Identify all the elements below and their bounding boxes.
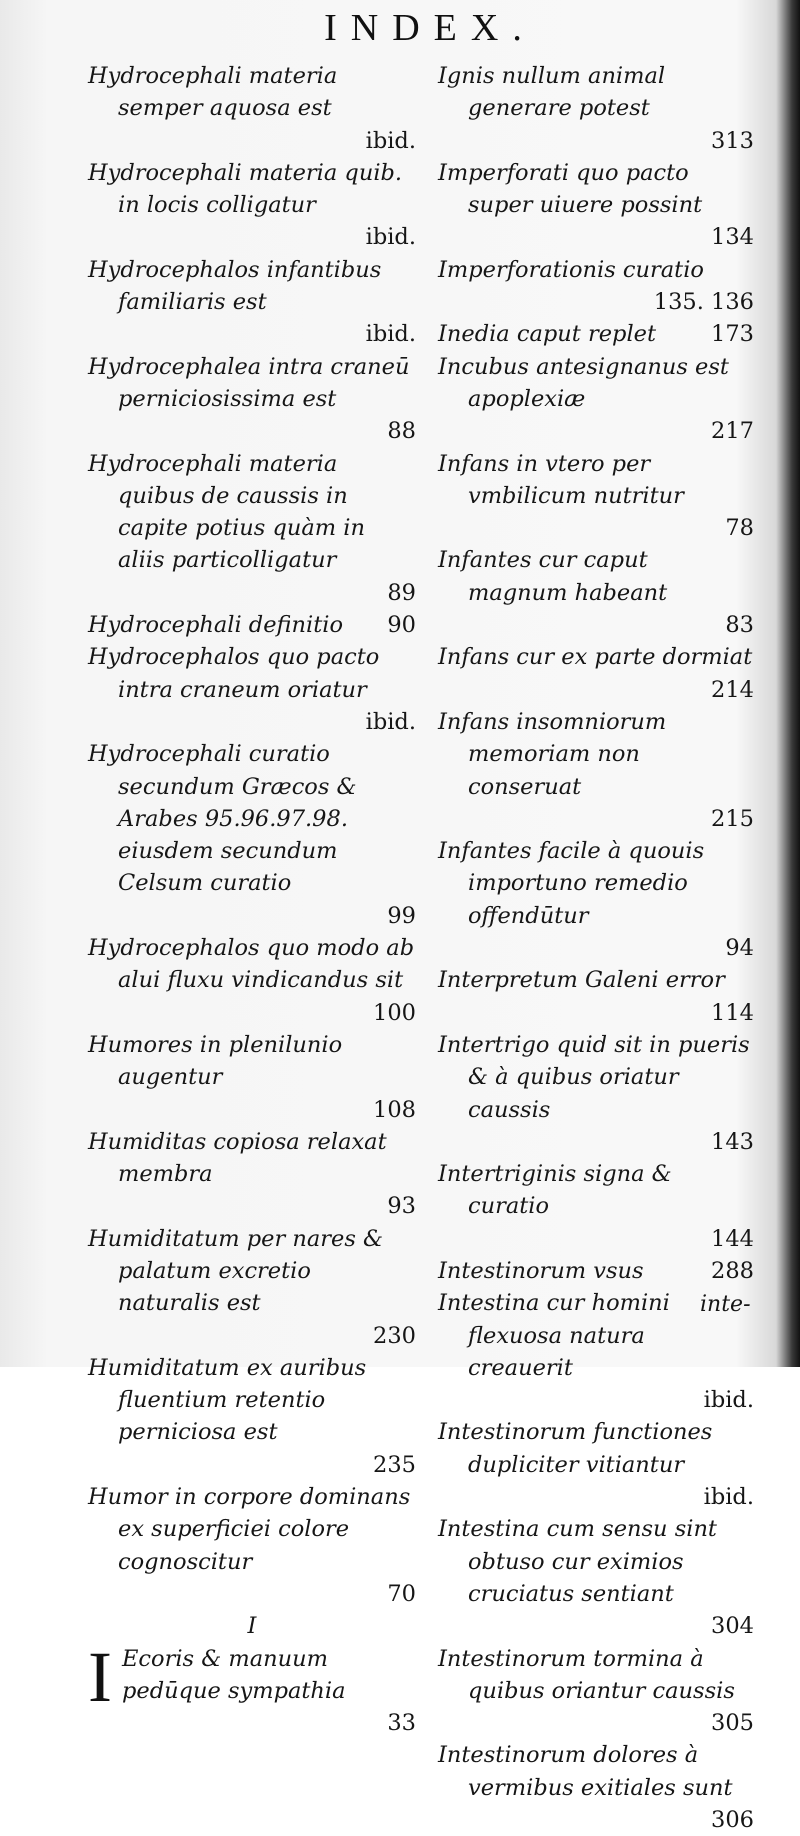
entry-page-number: 108 — [373, 1096, 416, 1123]
entry-page-number: 214 — [711, 676, 754, 703]
left-column — [88, 60, 416, 1739]
entry-page-number: 99 — [387, 902, 416, 929]
entry-page-number: 235 — [373, 1451, 416, 1478]
entry-text: Humiditas copiosa relaxat membra — [88, 1128, 387, 1188]
entry-text: Imperforati quo pacto super uiuere possint — [438, 159, 703, 219]
index-entry — [438, 1739, 754, 1836]
index-entry — [88, 351, 416, 448]
entry-page-number: 135. 136 — [653, 289, 754, 316]
entry-text: Infantes facile à quouis importuno remedio offendūtur — [438, 838, 705, 929]
entry-text: Infans cur ex parte dormiat — [438, 644, 753, 671]
index-entry — [438, 1158, 754, 1255]
index-entry — [88, 157, 416, 254]
entry-text: Intestinorum functiones dupliciter vitiantur — [438, 1419, 713, 1478]
index-entry — [88, 1481, 416, 1610]
entry-page-number: 70 — [387, 1580, 416, 1607]
index-entry — [438, 1029, 754, 1158]
index-entry — [438, 254, 754, 319]
entry-text: Imperforationis curatio — [438, 256, 704, 283]
right-column — [438, 60, 754, 1836]
index-entry — [438, 1255, 754, 1287]
entry-page-number: 90 — [387, 612, 416, 639]
entry-text: Intertrigo quid sit in pueris & à quibus oriatur caussis — [438, 1031, 750, 1123]
entry-text: Hydrocephalos infantibus familiaris est — [88, 256, 382, 316]
entry-text: Humor in corpore dominans ex superficiei colore cognoscitur — [88, 1484, 411, 1575]
entry-page-number: 93 — [387, 1193, 416, 1220]
index-entry — [88, 1636, 416, 1740]
entry-text: Interpretum Galeni error — [438, 967, 725, 994]
entry-page-number: ibid. — [365, 321, 416, 348]
entry-page-number: 134 — [711, 224, 754, 251]
entry-page-number: 83 — [725, 612, 754, 639]
entry-text: Hydrocephali curatio secundum Græcos & Arabes 95.96.97.98. eiusdem secundum Celsum curatio — [88, 741, 357, 897]
section-letter: I — [247, 1613, 257, 1640]
entry-page-number: 94 — [725, 935, 754, 962]
index-entry — [438, 706, 754, 835]
index-entry — [438, 1513, 754, 1642]
entry-page-number: 173 — [711, 321, 754, 348]
entry-text: Hydrocephalea intra craneū perniciosissima est — [88, 353, 410, 412]
page-title: INDEX. — [324, 7, 536, 49]
index-entry — [438, 1643, 754, 1740]
entry-text: Ignis nullum animal generare potest — [438, 63, 666, 122]
entry-page-number: 88 — [387, 418, 416, 445]
entry-text: Hydrocephali materia quibus de caussis in capite potius quàm in aliis particolligatur — [88, 450, 365, 574]
index-entry — [438, 318, 754, 350]
entry-page-number: 306 — [711, 1807, 754, 1834]
entry-page-number: 100 — [373, 999, 416, 1026]
entry-text: Intestina cum sensu sint obtuso cur eximios cruciatus sentiant — [438, 1516, 717, 1607]
index-entry — [88, 254, 416, 351]
index-entry — [88, 448, 416, 609]
entry-text: Hydrocephali definitio — [88, 612, 344, 639]
index-entry — [438, 1416, 754, 1513]
entry-page-number: 144 — [711, 1225, 754, 1252]
entry-text: Hydrocephalos quo modo ab alui fluxu vindicandus sit — [88, 935, 415, 994]
entry-text: Intertriginis signa & curatio — [438, 1161, 672, 1220]
index-entry — [438, 448, 754, 545]
entry-page-number: 313 — [711, 127, 754, 154]
index-entry — [88, 1223, 416, 1352]
index-entry — [88, 932, 416, 1029]
entry-page-number: 304 — [711, 1613, 754, 1640]
entry-text: Hydrocephali materia quib. in locis colligatur — [88, 159, 403, 219]
entry-page-number: 230 — [373, 1322, 416, 1349]
entry-text: Intestinorum dolores à vermibus exitiales sunt — [438, 1742, 733, 1801]
entry-page-number: 215 — [711, 805, 754, 832]
index-entry — [88, 738, 416, 932]
entry-text: Infans insomniorum memoriam non conseruat — [438, 708, 667, 800]
entry-page-number: ibid. — [365, 127, 416, 154]
entry-text: Ecoris & manuum pedūque sympathia — [122, 1645, 346, 1704]
entry-text: Infans in vtero per vmbilicum nutritur — [438, 450, 684, 509]
index-entry — [88, 609, 416, 641]
index-entry — [88, 641, 416, 738]
index-entry — [438, 60, 754, 157]
entry-text: Infantes cur caput magnum habeant — [438, 547, 668, 606]
entry-page-number: 288 — [711, 1257, 754, 1284]
entry-page-number: 143 — [711, 1128, 754, 1155]
entry-page-number: ibid. — [703, 1387, 754, 1414]
index-entry — [438, 835, 754, 964]
index-entry — [438, 351, 754, 448]
index-entry — [88, 1126, 416, 1223]
entry-text: Intestinorum vsus — [438, 1257, 644, 1284]
entry-text: Humiditatum ex auribus fluentium retentio perniciosa est — [88, 1354, 367, 1446]
index-entry — [438, 641, 754, 706]
entry-page-number: 78 — [725, 515, 754, 542]
entry-text: Incubus antesignanus est apoplexiæ — [438, 353, 729, 412]
entry-text: Humores in plenilunio augentur — [88, 1031, 343, 1091]
catchword: inte- — [700, 1292, 751, 1317]
entry-page-number: 305 — [711, 1710, 754, 1737]
entry-page-number: ibid. — [365, 224, 416, 251]
entry-page-number: 114 — [711, 999, 754, 1026]
entry-text: Intestinorum tormina à quibus oriantur caussis — [438, 1645, 735, 1704]
index-entry — [88, 60, 416, 157]
entry-text: Intestina cur homini flexuosa natura creauerit — [438, 1290, 670, 1381]
index-entry — [88, 1029, 416, 1126]
index-entry — [438, 544, 754, 641]
entry-text: Humiditatum per nares & palatum excretio naturalis est — [88, 1225, 384, 1317]
entry-text: Inedia caput replet — [438, 321, 656, 348]
entry-page-number: 89 — [387, 579, 416, 606]
index-entry — [438, 964, 754, 1029]
entry-page-number: ibid. — [703, 1484, 754, 1511]
entry-page-number: ibid. — [365, 708, 416, 735]
drop-cap: I — [88, 1636, 112, 1717]
entry-text: Hydrocephali materia semper aquosa est — [88, 63, 338, 122]
entry-page-number: 217 — [711, 418, 754, 445]
index-entry — [438, 157, 754, 254]
entry-page-number: 33 — [387, 1710, 416, 1737]
entry-text: Hydrocephalos quo pacto intra craneum oriatur — [88, 644, 380, 703]
index-entry — [88, 1352, 416, 1481]
